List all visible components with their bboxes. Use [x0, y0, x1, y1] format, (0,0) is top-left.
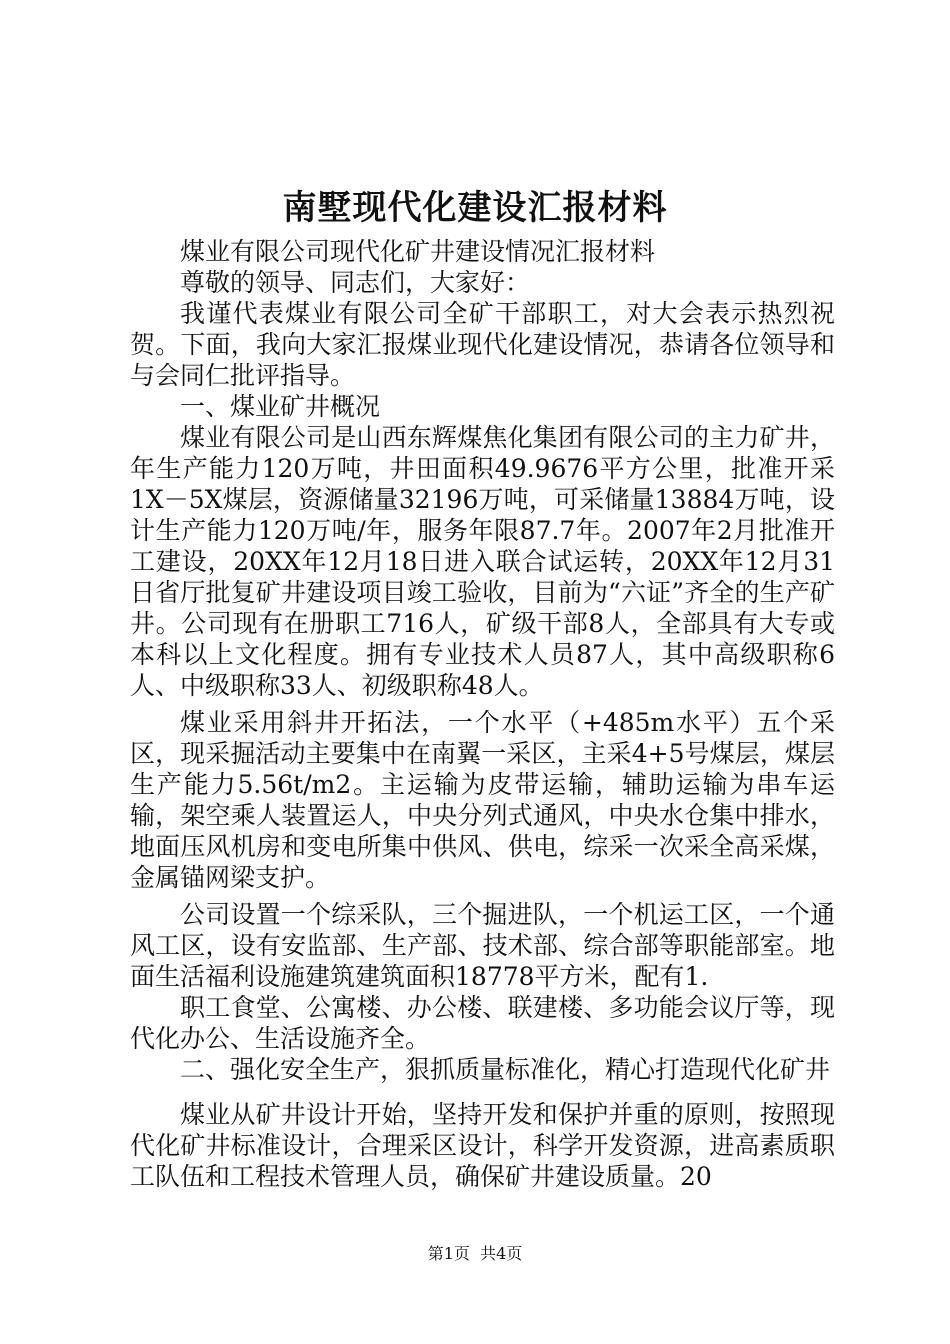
salutation: 尊敬的领导、同志们，大家好：: [180, 268, 531, 297]
section-heading-2: 二、强化安全生产，狠抓质量标准化，精心打造现代化矿井: [180, 1055, 831, 1084]
organization-paragraph: 公司设置一个综采队，三个掘进队，一个机运工区，一个通风工区，设有安监部、生产部、技术部、综合部等职能部室。地面生活福利设施建筑建筑面积18778平方米，配有1.: [130, 900, 835, 991]
overview-paragraph: 煤业有限公司是山西东辉煤焦化集团有限公司的主力矿井，年生产能力120万吨，井田面积49.9676平方公里，批准开采1X－5X煤层，资源储量32196万吨，可采储量13884万吨，设计生产能力120万吨/年，服务年限87.7年。2007年2月批准开工建设，20XX年12月18日进入联合试运转，20XX年12月31日省厅批复矿井建设项目竣工验收，目前为“六证”齐全的生产矿井。公司现有在册职工716人，矿级干部8人，全部具有大专或本科以上文化程度。拥有专业技术人员87人，其中高级职称6人、中级职称33人、初级职称48人。: [130, 423, 835, 700]
section-heading-1: 一、煤业矿井概况: [180, 392, 381, 421]
document-title: 南墅现代化建设汇报材料: [282, 188, 668, 228]
facilities-paragraph: 职工食堂、公寓楼、办公楼、联建楼、多功能会议厅等，现代化办公、生活设施齐全。: [130, 993, 835, 1053]
page-number: 第1页: [427, 1244, 470, 1263]
page-total: 共4页: [480, 1244, 523, 1263]
safety-paragraph: 煤业从矿井设计开始，坚持开发和保护并重的原则，按照现代化矿井标准设计，合理采区设计，科学开发资源，进高素质职工队伍和工程技术管理人员，确保矿井建设质量。20: [130, 1100, 835, 1191]
report-subtitle: 煤业有限公司现代化矿井建设情况汇报材料: [180, 237, 656, 266]
document-body: [130, 236, 835, 1192]
page-footer: [0, 1244, 950, 1264]
opening-paragraph: 我谨代表煤业有限公司全矿干部职工，对大会表示热烈祝贺。下面，我向大家汇报煤业现代化建设情况，恭请各位领导和与会同仁批评指导。: [130, 299, 835, 390]
mining-method-paragraph: 煤业采用斜井开拓法，一个水平（+485m水平）五个采区，现采掘活动主要集中在南翼一采区，主采4+5号煤层，煤层生产能力5.56t/m2。主运输为皮带运输，辅助运输为串车运输，架空乘人装置运人，中央分列式通风，中央水仓集中排水，地面压风机房和变电所集中供风、供电，综采一次采全高采煤，金属锚网梁支护。: [130, 708, 835, 892]
